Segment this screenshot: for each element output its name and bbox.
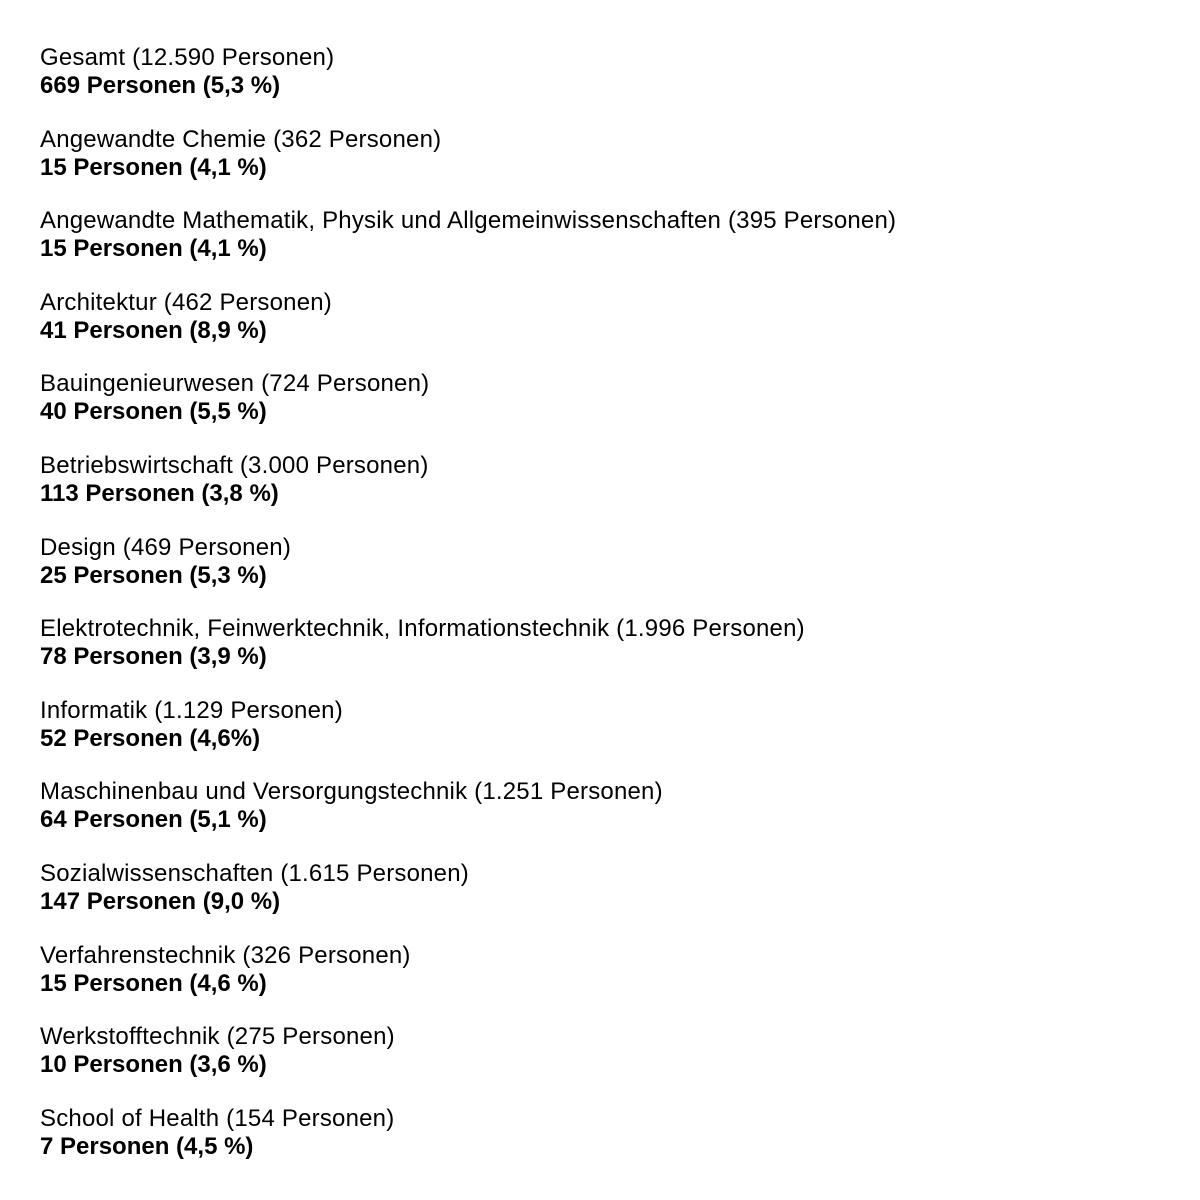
list-item-maschinenbau <box>40 778 1160 860</box>
entry-title: Angewandte Chemie (362 Personen) <box>40 125 442 153</box>
list-item-verfahrenstechnik <box>40 942 1160 1024</box>
list-item-elektrotechnik <box>40 615 1160 697</box>
entry-value: 78 Personen (3,9 %) <box>40 643 267 671</box>
list-item-school-of-health <box>40 1105 1160 1187</box>
entry-title: Elektrotechnik, Feinwerktechnik, Informationstechnik (1.996 Personen) <box>40 615 805 643</box>
list-item-architektur <box>40 289 1160 371</box>
list-item-informatik <box>40 697 1160 779</box>
entry-value: 7 Personen (4,5 %) <box>40 1132 254 1160</box>
entry-value: 147 Personen (9,0 %) <box>40 887 281 915</box>
list-item-angewandte-chemie <box>40 126 1160 208</box>
entry-title: Informatik (1.129 Personen) <box>40 696 343 724</box>
list-item-angewandte-mathematik <box>40 207 1160 289</box>
entry-value: 25 Personen (5,3 %) <box>40 561 267 589</box>
list-item-werkstofftechnik <box>40 1023 1160 1105</box>
list-item-bauingenieurwesen <box>40 370 1160 452</box>
entry-value: 10 Personen (3,6 %) <box>40 1051 267 1079</box>
entry-title: Bauingenieurwesen (724 Personen) <box>40 370 430 398</box>
statistics-list <box>40 44 1160 1186</box>
entry-value: 40 Personen (5,5 %) <box>40 398 267 426</box>
entry-value: 52 Personen (4,6%) <box>40 724 261 752</box>
list-item-sozialwissenschaften <box>40 860 1160 942</box>
entry-value: 113 Personen (3,8 %) <box>40 479 279 507</box>
list-item-gesamt <box>40 44 1160 126</box>
entry-value: 15 Personen (4,6 %) <box>40 969 267 997</box>
entry-title: Maschinenbau und Versorgungstechnik (1.251 Personen) <box>40 778 663 806</box>
entry-value: 41 Personen (8,9 %) <box>40 316 267 344</box>
entry-title: Verfahrenstechnik (326 Personen) <box>40 941 411 969</box>
entry-title: School of Health (154 Personen) <box>40 1104 395 1132</box>
entry-title: Architektur (462 Personen) <box>40 288 333 316</box>
entry-title: Design (469 Personen) <box>40 533 292 561</box>
entry-title: Sozialwissenschaften (1.615 Personen) <box>40 859 469 887</box>
entry-title: Gesamt (12.590 Personen) <box>40 44 335 71</box>
entry-title: Betriebswirtschaft (3.000 Personen) <box>40 451 429 479</box>
entry-title: Werkstofftechnik (275 Personen) <box>40 1023 395 1051</box>
entry-value: 15 Personen (4,1 %) <box>40 235 267 263</box>
entry-title: Angewandte Mathematik, Physik und Allgemeinwissenschaften (395 Personen) <box>40 207 897 235</box>
list-item-design <box>40 534 1160 616</box>
list-item-betriebswirtschaft <box>40 452 1160 534</box>
entry-value: 64 Personen (5,1 %) <box>40 806 267 834</box>
entry-value: 669 Personen (5,3 %) <box>40 72 281 99</box>
entry-value: 15 Personen (4,1 %) <box>40 153 267 181</box>
